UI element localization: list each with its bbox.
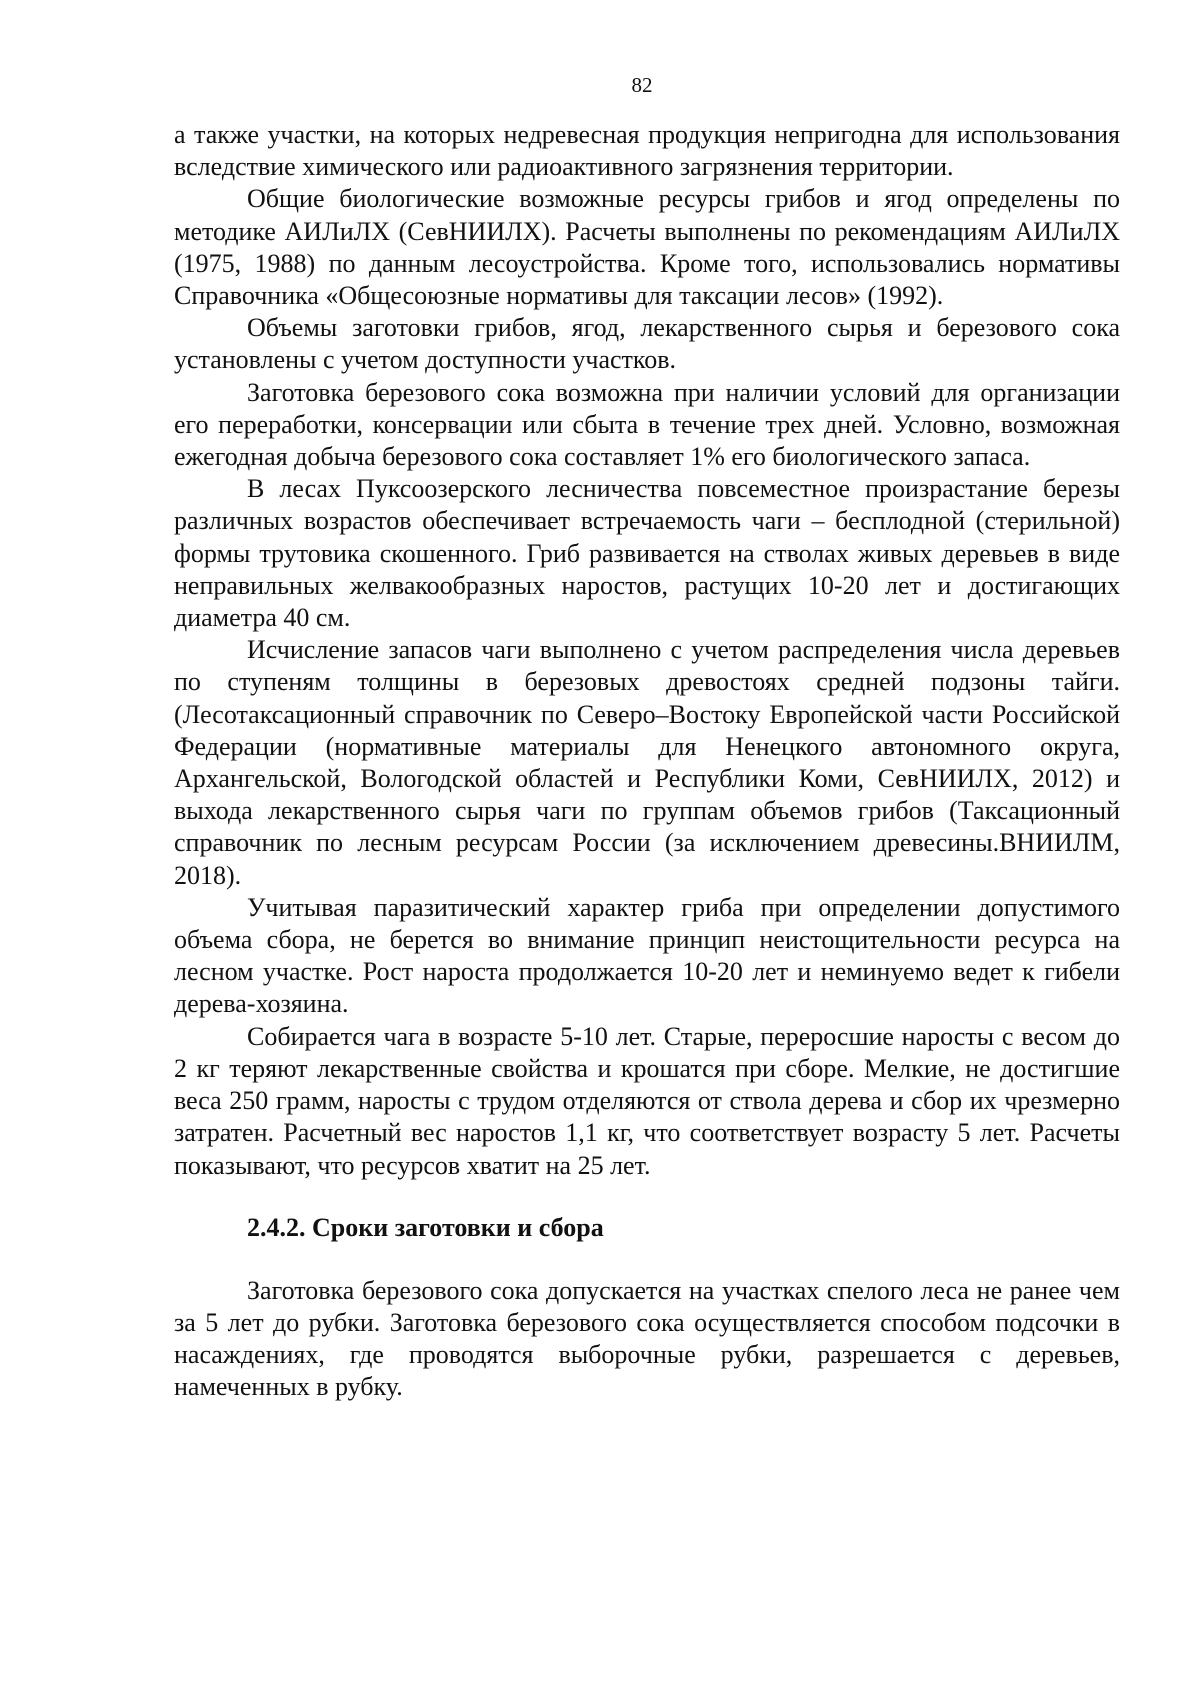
section-heading: 2.4.2. Сроки заготовки и сбора [247, 1212, 604, 1242]
paragraph-chaga-stock-calculation: Исчисление запасов чаги выполнено с учетом распределения числа деревьев по ступеням толщины в березовых древостоях средней подзоны тайги. (Лесотаксационный справочник по Северо–Востоку Европейской части Российской Федерации (нормативные материалы для Ненецкого автономного округа, Архангельской, Вологодской областей и Республики Коми, СевНИИЛХ, 2012) и выхода лекарственного сырья чаги по группам объемов грибов (Таксационный справочник по лесным ресурсам России (за исключением древесины.ВНИИЛМ, 2018). [174, 635, 1120, 890]
paragraph-parasitic-character: Учитывая паразитический характер гриба при определении допустимого объема сбора, не берется во внимание принцип неистощительности ресурса на лесном участке. Рост нароста продолжается 10-20 лет и неминуемо ведет к гибели дерева-хозяина. [174, 892, 1120, 1019]
paragraph-biological-resources: Общие биологические возможные ресурсы грибов и ягод определены по методике АИЛиЛХ (СевНИИЛХ). Расчеты выполнены по рекомендациям АИЛиЛХ (1975, 1988) по данным лесоустройства. Кроме того, использовались нормативы Справочника «Общесоюзные нормативы для таксации лесов» (1992). [174, 184, 1120, 311]
paragraph-harvest-volumes: Объемы заготовки грибов, ягод, лекарственного сырья и березового сока установлены с учетом доступности участков. [174, 313, 1120, 375]
paragraph-chaga-collection: Собирается чага в возрасте 5-10 лет. Старые, переросшие наросты с весом до 2 кг теряют лекарственные свойства и крошатся при сборе. Мелкие, не достигшие веса 250 грамм, наросты с трудом отделяются от ствола дерева и сбор их чрезмерно затратен. Расчетный вес наростов 1,1 кг, что соответствует возрасту 5 лет. Расчеты показывают, что ресурсов хватит на 25 лет. [174, 1021, 1120, 1180]
paragraph-sap-harvest-terms: Заготовка березового сока допускается на участках спелого леса не ранее чем за 5 лет до рубки. Заготовка березового сока осуществляется способом подсочки в насаждениях, где проводятся выборочные рубки, разрешается с деревьев, намеченных в рубку. [174, 1275, 1120, 1402]
page-body [174, 119, 1120, 1404]
paragraph-birch-sap: Заготовка березового сока возможна при наличии условий для организации его переработки, консервации или сбыта в течение трех дней. Условно, возможная ежегодная добыча березового сока составляет 1% его биологического запаса. [174, 377, 1120, 472]
paragraph-chaga-occurrence: В лесах Пуксоозерского лесничества повсеместное произрастание березы различных возрастов обеспечивает встречаемость чаги – бесплодной (стерильной) формы трутовика скошенного. Гриб развивается на стволах живых деревьев в виде неправильных желвакообразных наростов, растущих 10-20 лет и достигающих диаметра 40 см. [174, 474, 1120, 633]
paragraph-continuation: а также участки, на которых недревесная продукция непригодна для использования вследствие химического или радиоактивного загрязнения территории. [174, 120, 1120, 182]
page-number: 82 [631, 73, 653, 97]
